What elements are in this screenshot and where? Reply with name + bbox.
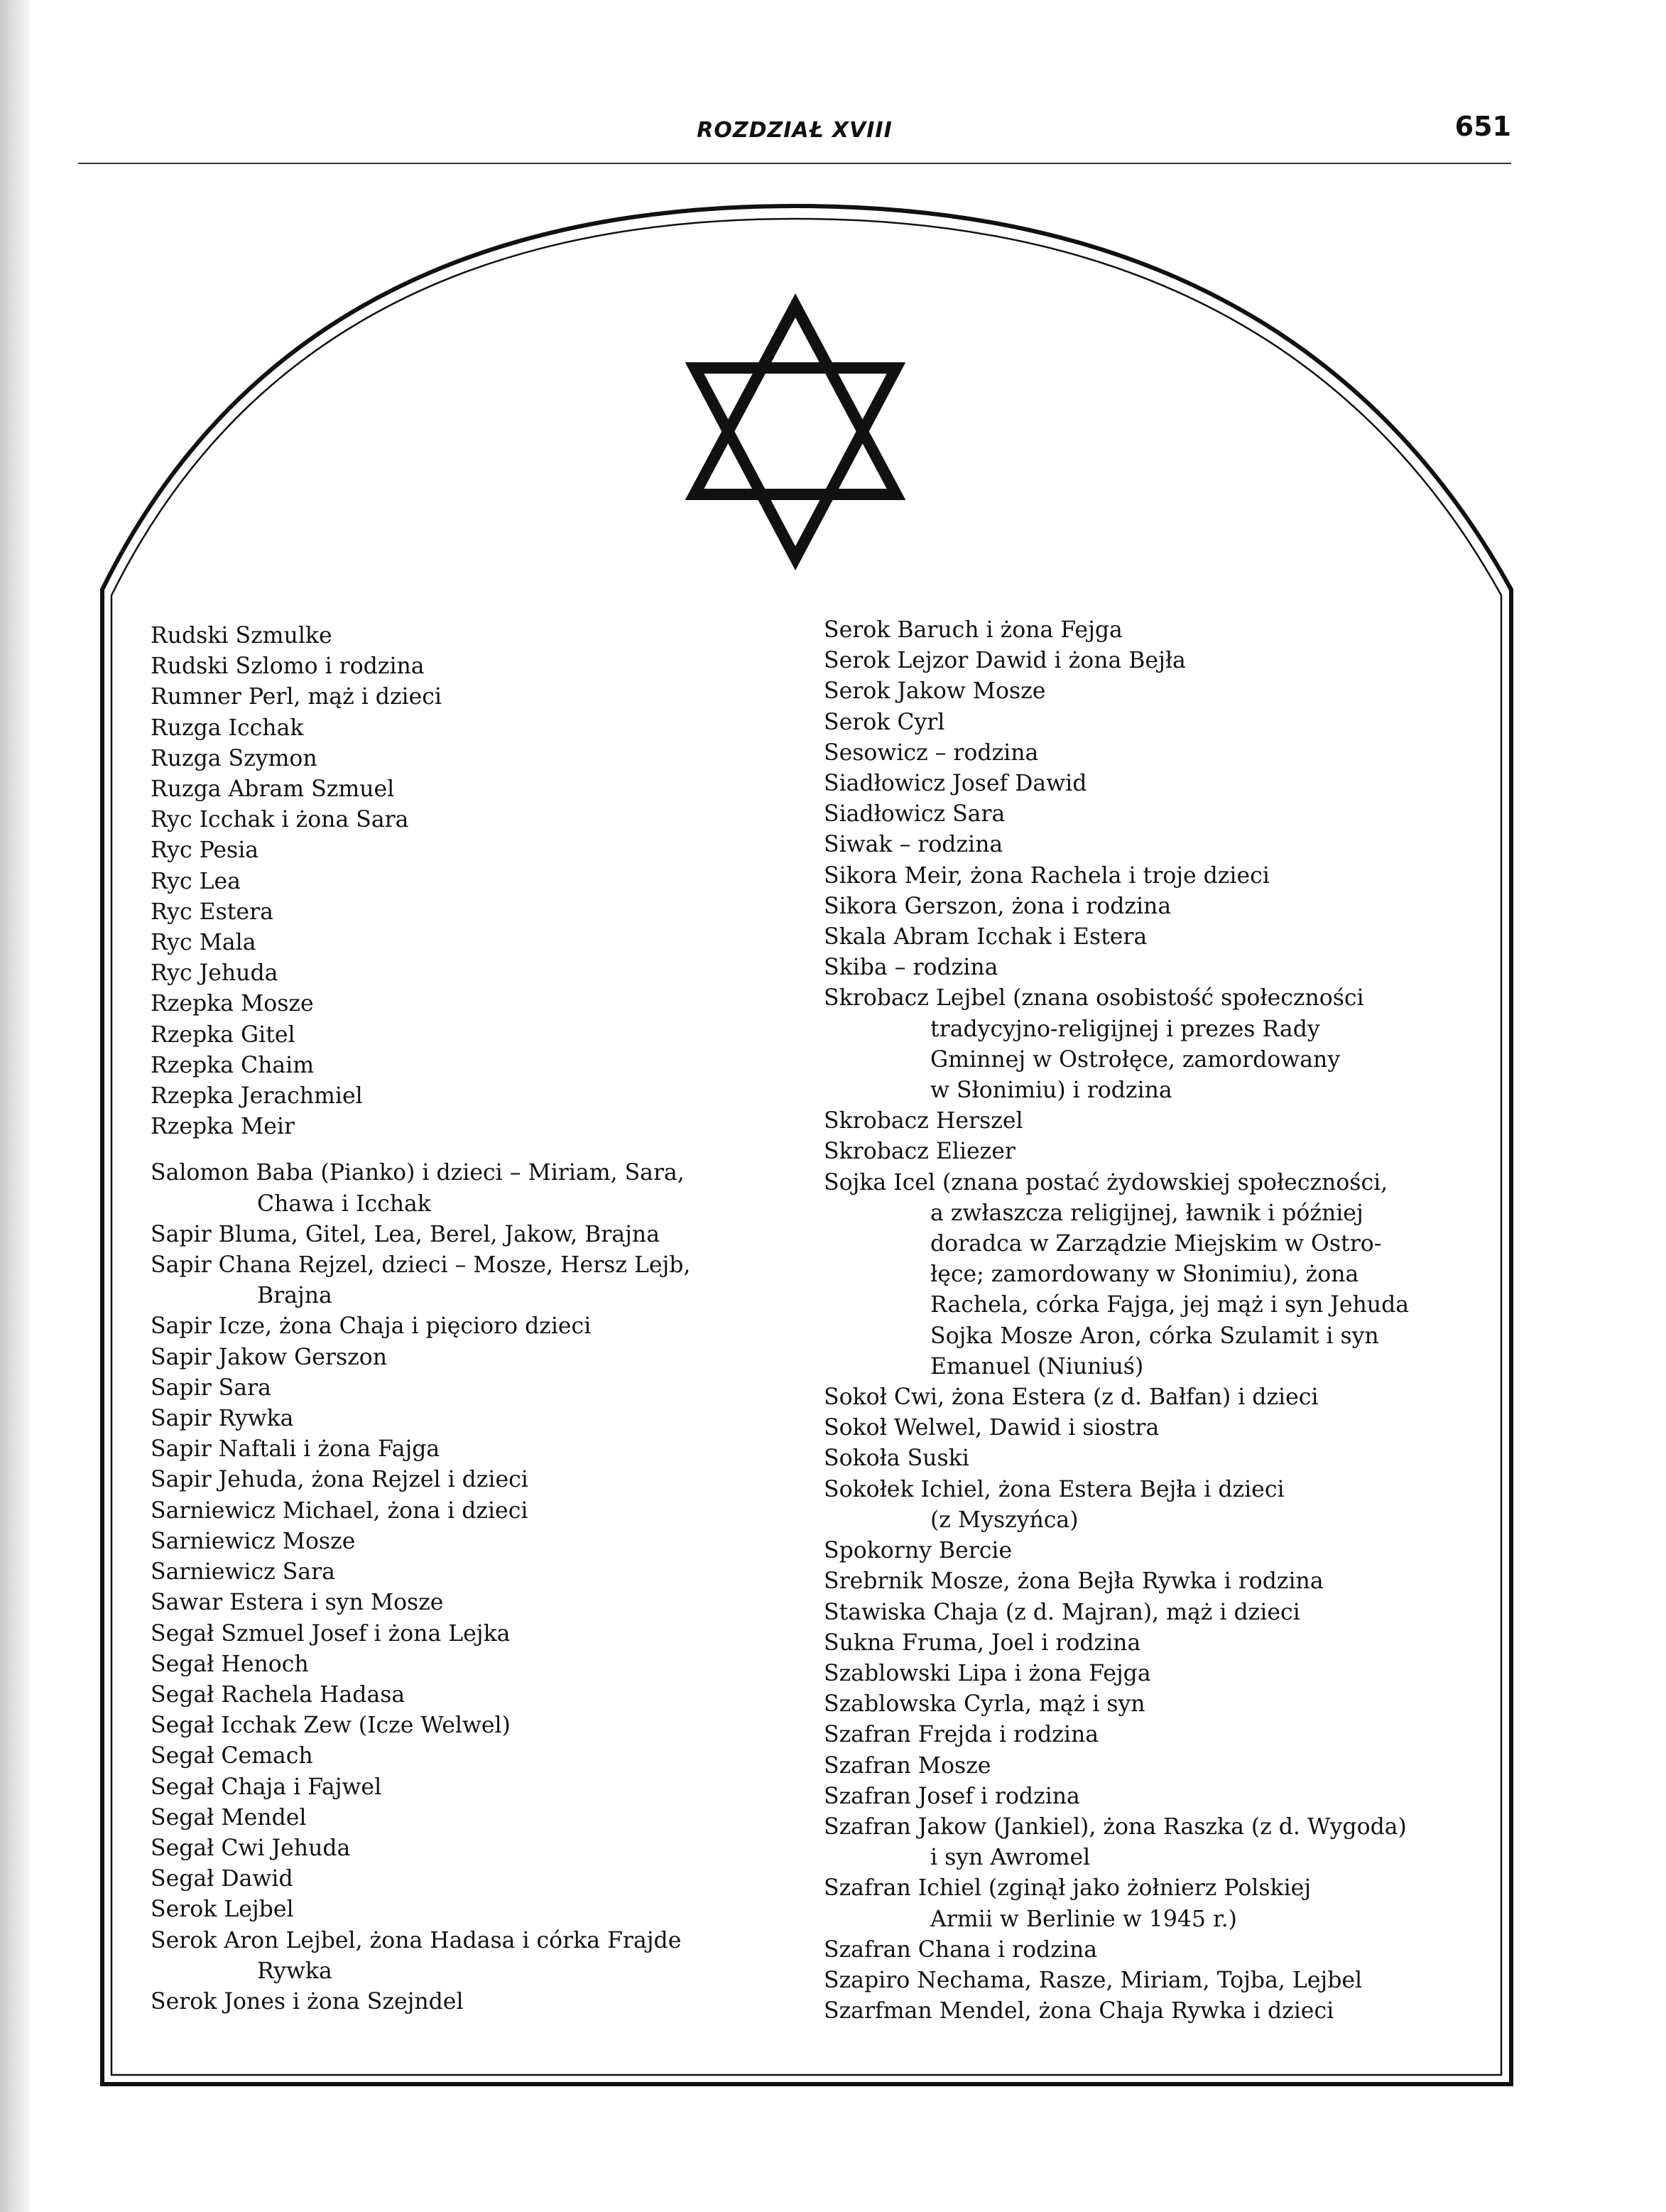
name-entry <box>824 1443 1409 1474</box>
name-line: Ruzga Abram Szmuel <box>151 776 395 803</box>
name-entry <box>824 861 1409 891</box>
name-entry <box>151 1250 690 1311</box>
name-line: Serok Cyrl <box>824 709 945 735</box>
name-line: Sesowicz – rodzina <box>824 739 1039 766</box>
name-entry <box>151 1588 690 1618</box>
name-entry <box>824 1751 1409 1782</box>
name-line: Sokoł Cwi, żona Estera (z d. Bałfan) i dzieci <box>824 1384 1319 1411</box>
name-line: Sokoł Welwel, Dawid i siostra <box>824 1415 1160 1441</box>
name-entry <box>824 1689 1409 1720</box>
name-line: Sapir Jehuda, żona Rejzel i dzieci <box>151 1467 528 1493</box>
name-entry <box>151 651 690 682</box>
name-entry <box>824 1382 1409 1413</box>
name-entry <box>151 682 690 712</box>
name-line: Sapir Sara <box>151 1375 271 1401</box>
name-line: Ruzga Szymon <box>151 745 317 771</box>
name-entry <box>151 897 690 928</box>
name-entry <box>151 1926 690 1987</box>
name-line: Rzepka Mosze <box>151 991 314 1017</box>
name-entry <box>151 1158 690 1219</box>
name-entry <box>824 676 1409 707</box>
name-line: Ryc Mala <box>151 930 256 956</box>
name-line: Segał Rachela Hadasa <box>151 1681 405 1708</box>
name-entry <box>151 835 690 866</box>
name-line: Serok Lejbel <box>151 1897 294 1923</box>
name-entry <box>824 1873 1409 1934</box>
name-entry <box>824 891 1409 922</box>
name-line: Ryc Estera <box>151 899 273 925</box>
name-line: Rumner Perl, mąż i dzieci <box>151 684 442 710</box>
name-line: Segał Mendel <box>151 1804 307 1831</box>
name-entry <box>824 707 1409 738</box>
name-line: Serok Baruch i żona Fejga <box>824 617 1123 643</box>
name-continuation-line: Emanuel (Niuniuś) <box>930 1353 1144 1379</box>
name-line: Skrobacz Herszel <box>824 1108 1023 1134</box>
section-gap <box>151 1142 690 1158</box>
name-line: Rudski Szlomo i rodzina <box>151 654 425 680</box>
chapter-title: ROZDZIAŁ XVIII <box>697 118 893 143</box>
name-line: Sarniewicz Michael, żona i dzieci <box>151 1497 528 1524</box>
name-line: Segał Cemach <box>151 1743 313 1769</box>
name-entry <box>151 1311 690 1342</box>
name-line: Ryc Jehuda <box>151 960 278 987</box>
name-line: Rudski Szmulke <box>151 623 332 649</box>
name-line: Sarniewicz Sara <box>151 1559 335 1585</box>
name-line: Segał Icchak Zew (Icze Welwel) <box>151 1713 511 1739</box>
name-continuation-line: Rywka <box>257 1958 332 1984</box>
name-entry <box>151 621 690 651</box>
name-line: Rzepka Meir <box>151 1114 295 1140</box>
name-line: Skrobacz Eliezer <box>824 1139 1016 1165</box>
name-entry <box>151 713 690 744</box>
name-line: Segał Dawid <box>151 1866 293 1892</box>
name-line: Szafran Ichiel (zginął jako żołnierz Polskiej <box>824 1875 1312 1902</box>
name-line: Stawiska Chaja (z d. Majran), mąż i dzieci <box>824 1599 1300 1625</box>
name-entry <box>824 1566 1409 1597</box>
name-entry <box>151 774 690 805</box>
name-entry <box>824 1782 1409 1812</box>
name-line: Sojka Icel (znana postać żydowskiej społeczności, <box>824 1169 1388 1196</box>
name-entry <box>824 1996 1409 2027</box>
name-entry <box>151 1710 690 1741</box>
name-entry <box>824 1598 1409 1628</box>
name-entry <box>824 953 1409 983</box>
name-entry <box>151 1864 690 1894</box>
name-line: Spokorny Bercie <box>824 1538 1013 1564</box>
name-entry <box>151 867 690 897</box>
name-line: Szafran Jakow (Jankiel), żona Raszka (z d. Wygoda) <box>824 1813 1407 1840</box>
name-line: Sapir Jakow Gerszon <box>151 1344 387 1370</box>
name-entry <box>824 769 1409 799</box>
name-entry <box>151 1649 690 1680</box>
name-line: Sawar Estera i syn Mosze <box>151 1590 444 1616</box>
name-entry <box>151 958 690 989</box>
name-entry <box>151 1741 690 1772</box>
name-line: Szafran Josef i rodzina <box>824 1783 1080 1809</box>
name-line: Segał Chaja i Fajwel <box>151 1774 382 1800</box>
name-entry <box>824 1106 1409 1137</box>
name-line: Sapir Rywka <box>151 1406 294 1432</box>
name-line: Segał Szmuel Josef i żona Lejka <box>151 1620 511 1647</box>
name-line: Sapir Bluma, Gitel, Lea, Berel, Jakow, Brajna <box>151 1221 660 1247</box>
name-entry <box>151 1051 690 1081</box>
name-entry <box>824 1536 1409 1566</box>
name-continuation-line: Chawa i Icchak <box>257 1191 431 1217</box>
name-continuation-line: Armii w Berlinie w 1945 r.) <box>930 1906 1237 1932</box>
name-entry <box>151 1434 690 1465</box>
name-entry <box>824 1812 1409 1873</box>
name-entry <box>824 1628 1409 1659</box>
name-line: Rzepka Gitel <box>151 1021 295 1048</box>
name-entry <box>151 805 690 835</box>
name-continuation-line: tradycyjno-religijnej i prezes Rady <box>930 1016 1320 1042</box>
name-entry <box>151 1833 690 1864</box>
name-line: Ryc Pesia <box>151 837 259 864</box>
name-continuation-line: łęce; zamordowany w Słonimiu), żona <box>930 1262 1359 1288</box>
name-line: Ruzga Icchak <box>151 715 304 741</box>
name-line: Sapir Chana Rejzel, dzieci – Mosze, Hersz Lejb, <box>151 1252 691 1279</box>
name-line: Siadłowicz Josef Dawid <box>824 771 1087 797</box>
name-entry <box>824 1137 1409 1167</box>
name-entry <box>151 1373 690 1404</box>
name-continuation-line: Gminnej w Ostrołęce, zamordowany <box>930 1046 1341 1073</box>
name-entry <box>151 1987 690 2017</box>
name-line: Szafran Frejda i rodzina <box>824 1722 1099 1748</box>
name-entry <box>151 1619 690 1649</box>
name-entry <box>151 1557 690 1588</box>
name-entry <box>151 928 690 958</box>
name-line: Ryc Lea <box>151 868 241 894</box>
name-entry <box>824 922 1409 953</box>
name-line: Srebrnik Mosze, żona Bejła Rywka i rodzina <box>824 1568 1324 1595</box>
name-entry <box>151 1220 690 1250</box>
name-line: Szablowska Cyrla, mąż i syn <box>824 1691 1145 1718</box>
name-entry <box>824 615 1409 646</box>
name-entry <box>824 1413 1409 1443</box>
name-line: Serok Lejzor Dawid i żona Bejła <box>824 648 1186 674</box>
name-line: Szarfman Mendel, żona Chaja Rywka i dzieci <box>824 1998 1334 2024</box>
name-line: Szafran Mosze <box>824 1752 991 1779</box>
name-continuation-line: Rachela, córka Fajga, jej mąż i syn Jehuda <box>930 1292 1410 1318</box>
name-line: Sokołek Ichiel, żona Estera Bejła i dzieci <box>824 1476 1285 1502</box>
names-left-column <box>151 621 690 2017</box>
name-continuation-line: i syn Awromel <box>930 1845 1091 1871</box>
name-entry <box>824 799 1409 830</box>
name-continuation-line: w Słonimiu) i rodzina <box>930 1078 1172 1104</box>
name-entry <box>151 744 690 774</box>
name-line: Sukna Fruma, Joel i rodzina <box>824 1630 1141 1656</box>
name-line: Segał Henoch <box>151 1651 309 1677</box>
name-line: Segał Cwi Jehuda <box>151 1835 351 1861</box>
name-entry <box>824 1659 1409 1689</box>
name-entry <box>824 738 1409 769</box>
page-number: 651 <box>1454 111 1511 142</box>
name-line: Szablowski Lipa i żona Fejga <box>824 1660 1151 1686</box>
name-entry <box>824 1966 1409 1996</box>
name-line: Sikora Meir, żona Rachela i troje dzieci <box>824 862 1270 889</box>
name-line: Ryc Icchak i żona Sara <box>151 807 409 833</box>
name-line: Rzepka Jerachmiel <box>151 1083 363 1110</box>
name-line: Siwak – rodzina <box>824 832 1003 858</box>
name-entry <box>824 1168 1409 1382</box>
name-continuation-line: (z Myszyńca) <box>930 1507 1079 1533</box>
name-line: Sapir Naftali i żona Fajga <box>151 1436 440 1463</box>
name-continuation-line: doradca w Zarządzie Miejskim w Ostro- <box>930 1231 1382 1257</box>
star-of-david-icon <box>695 305 896 558</box>
name-entry <box>151 1465 690 1495</box>
name-line: Skiba – rodzina <box>824 955 998 981</box>
name-line: Rzepka Chaim <box>151 1052 315 1078</box>
name-line: Szapiro Nechama, Rasze, Miriam, Tojba, Lejbel <box>824 1967 1363 1993</box>
name-entry <box>824 1475 1409 1536</box>
name-entry <box>151 1527 690 1557</box>
name-entry <box>824 1720 1409 1750</box>
name-line: Sapir Icze, żona Chaja i pięcioro dzieci <box>151 1313 592 1340</box>
names-right-column <box>824 615 1409 2027</box>
name-entry <box>151 1894 690 1925</box>
name-line: Serok Jones i żona Szejndel <box>151 1988 464 2015</box>
name-line: Sarniewicz Mosze <box>151 1528 356 1554</box>
name-line: Sokoła Suski <box>824 1446 969 1472</box>
name-line: Sikora Gerszon, żona i rodzina <box>824 893 1172 919</box>
name-line: Skrobacz Lejbel (znana osobistość społeczności <box>824 985 1364 1012</box>
name-entry <box>151 1112 690 1142</box>
name-line: Salomon Baba (Pianko) i dzieci – Miriam, Sara, <box>151 1160 685 1186</box>
name-entry <box>151 1680 690 1710</box>
name-entry <box>824 646 1409 676</box>
name-line: Siadłowicz Sara <box>824 801 1006 828</box>
name-continuation-line: a zwłaszcza religijnej, ławnik i później <box>930 1200 1363 1226</box>
name-entry <box>151 1803 690 1833</box>
name-entry <box>824 983 1409 1106</box>
name-entry <box>824 1935 1409 1966</box>
name-continuation-line: Brajna <box>257 1283 332 1309</box>
name-entry <box>151 1343 690 1373</box>
name-line: Serok Aron Lejbel, żona Hadasa i córka Frajde <box>151 1927 682 1953</box>
name-entry <box>151 1081 690 1112</box>
name-entry <box>151 1496 690 1527</box>
name-continuation-line: Sojka Mosze Aron, córka Szulamit i syn <box>930 1323 1379 1349</box>
name-line: Serok Jakow Mosze <box>824 678 1046 705</box>
name-entry <box>151 1772 690 1803</box>
name-line: Skala Abram Icchak i Estera <box>824 924 1148 950</box>
name-entry <box>824 830 1409 860</box>
name-entry <box>151 989 690 1019</box>
name-line: Szafran Chana i rodzina <box>824 1936 1098 1963</box>
name-entry <box>151 1020 690 1051</box>
name-entry <box>151 1404 690 1434</box>
